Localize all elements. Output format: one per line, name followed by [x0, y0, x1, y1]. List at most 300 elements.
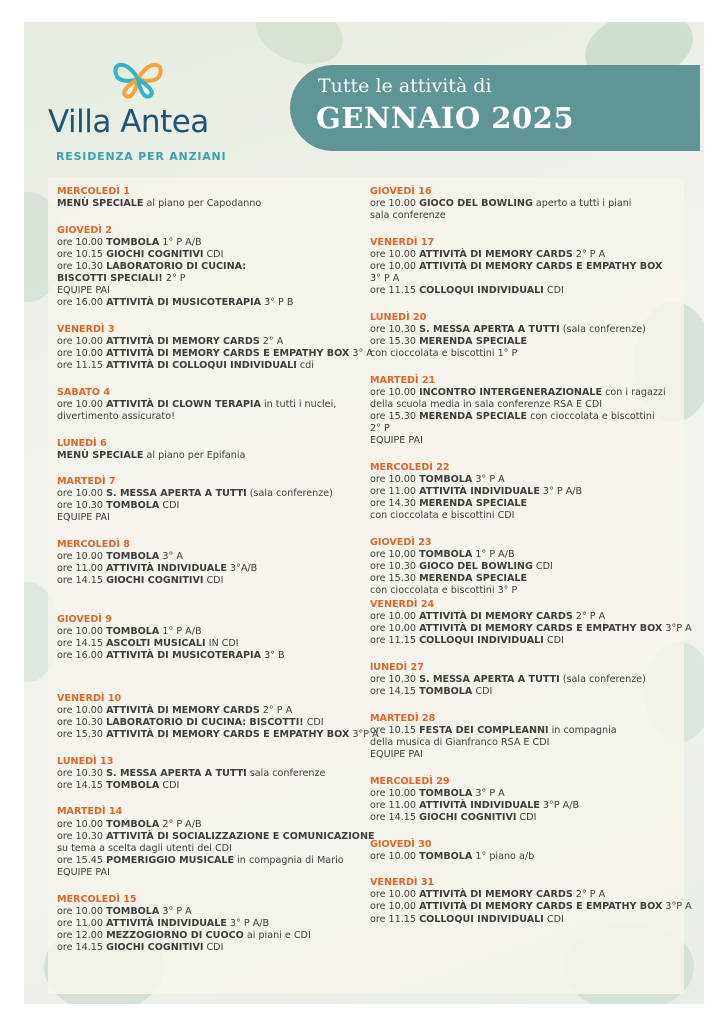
activity-line	[57, 399, 365, 411]
activity-detail: EQUIPE PAI	[57, 512, 110, 524]
activity-name: ATTIVITÀ INDIVIDUALE	[419, 485, 540, 497]
activity-line	[370, 749, 690, 761]
activity-detail: sala conferenze	[370, 210, 446, 222]
activity-detail: CDI	[543, 635, 564, 647]
activity-line	[57, 906, 365, 918]
day-block	[370, 462, 690, 522]
activity-detail: 2° P A	[259, 704, 293, 716]
activity-detail: CDI	[203, 248, 224, 260]
day-title: LUNEDÌ 20	[370, 311, 427, 323]
activity-name: POMERIGGIO MUSICALE	[106, 854, 235, 866]
activity-detail: ore 10.30	[57, 500, 107, 512]
activity-line	[370, 737, 690, 749]
activity-detail: 1° P A/B	[159, 626, 202, 638]
activity-line	[370, 510, 690, 522]
activity-line	[370, 423, 690, 435]
day-block	[370, 877, 690, 925]
activity-name: MENÙ SPECIALE	[57, 198, 144, 210]
activity-line	[57, 348, 373, 360]
activity-detail: 3° P A	[472, 787, 505, 799]
activity-name: COLLOQUI INDIVIDUALI	[419, 635, 544, 647]
activity-detail: su tema a scelta dagli utenti del CDI	[57, 842, 232, 854]
activity-detail: CDI	[516, 811, 537, 823]
activity-name: INCONTRO INTERGENERAZIONALE	[419, 386, 603, 398]
activity-name: TOMBOLA	[106, 905, 160, 917]
activity-detail: ore 14.15	[57, 779, 107, 791]
activity-detail: 3°P A	[349, 729, 379, 741]
activity-name: ATTIVITÀ DI MEMORY CARDS	[419, 248, 573, 260]
activity-name: ATTIVITÀ DI COLLOQUI INDIVIDUALI	[106, 360, 297, 372]
activity-line	[57, 626, 365, 638]
banner-subtitle: Tutte le attività di	[318, 75, 492, 97]
activity-name: ASCOLTI MUSICALI	[106, 638, 206, 650]
day-title: MERCOLEDÌ 1	[57, 186, 130, 197]
activity-line	[370, 198, 690, 210]
activity-line	[370, 249, 690, 261]
activity-detail: ore 10.00	[370, 473, 420, 485]
day-block	[57, 614, 365, 662]
day-block	[57, 756, 365, 792]
activity-detail: ore 10.00	[370, 889, 420, 901]
activity-line	[370, 611, 690, 623]
activity-name: TOMBOLA	[106, 500, 160, 512]
activity-line	[57, 867, 365, 879]
activity-detail: ore 15.30	[370, 572, 420, 584]
day-title: GIOVEDÌ 23	[370, 536, 432, 548]
activity-line	[370, 585, 690, 597]
day-block	[370, 312, 690, 360]
activity-name: TOMBOLA	[106, 236, 160, 248]
activity-detail: 2° P A	[572, 611, 606, 623]
activity-name: MEZZOGIORNO DI CUOCO	[106, 929, 244, 941]
day-title: GIOVEDÌ 16	[370, 186, 432, 197]
day-block	[370, 186, 690, 222]
day-block	[57, 387, 365, 423]
activity-detail: con cioccolata e biscottini CDI	[370, 510, 515, 522]
activity-line	[370, 561, 690, 573]
activity-detail: EQUIPE PAI	[370, 435, 423, 447]
brand-tagline: RESIDENZA PER ANZIANI	[56, 150, 227, 163]
activity-detail: ore 10.00	[370, 386, 420, 398]
day-block	[57, 476, 365, 524]
activity-name: TOMBOLA	[106, 626, 160, 638]
activity-detail: 3° P A	[159, 905, 192, 917]
activity-name: GIOCO DEL BOWLING	[419, 560, 533, 572]
activity-detail: ore 10.30	[57, 830, 107, 842]
schedule-column-left	[57, 186, 379, 969]
activity-line	[57, 768, 365, 780]
activity-name: ATTIVITÀ DI MUSICOTERAPIA	[106, 297, 262, 309]
activity-name: TOMBOLA	[419, 787, 473, 799]
activity-name: MERENDA SPECIALE	[419, 410, 528, 422]
activity-detail: 3° B	[261, 650, 285, 662]
activity-line	[370, 549, 690, 561]
butterfly-logo-icon	[110, 58, 166, 100]
activity-detail: 2° A	[259, 335, 284, 347]
activity-detail: ore 10.00	[370, 850, 420, 862]
activity-detail: ore 14.15	[57, 575, 107, 587]
activity-line	[370, 674, 690, 686]
activity-name: GIOCHI COGNITIVI	[106, 248, 204, 260]
activity-line	[57, 336, 365, 348]
activity-detail: 1° P A/B	[159, 236, 202, 248]
activity-name: ATTIVITÀ DI MEMORY CARDS E EMPATHY BOX	[419, 260, 663, 272]
activity-detail: EQUIPE PAI	[370, 749, 423, 761]
activity-detail: CDI	[159, 500, 180, 512]
activity-detail: ai piani e CDI	[243, 929, 311, 941]
day-title: GIOVEDÌ 9	[57, 613, 112, 625]
day-title: VENERDÌ 17	[370, 236, 435, 248]
activity-line	[57, 297, 365, 309]
activity-line	[57, 563, 365, 575]
day-block	[370, 237, 690, 297]
activity-detail: ore 11.00	[370, 799, 420, 811]
activity-detail: ore 11.15	[370, 635, 420, 647]
activity-detail: 3° P A/B	[226, 917, 270, 929]
activity-line	[57, 650, 365, 662]
activity-name: TOMBOLA	[419, 850, 473, 862]
brand-name: Villa Antea	[48, 104, 209, 140]
activity-name: MENÙ SPECIALE	[57, 449, 144, 461]
activity-line	[57, 930, 365, 942]
activity-detail: ore 14.15	[57, 638, 107, 650]
activity-detail: divertimento assicurato!	[57, 410, 175, 422]
activity-detail: ore 14.15	[370, 811, 420, 823]
activity-line	[370, 812, 690, 824]
activity-detail: CDI	[543, 913, 564, 925]
activity-detail: CDI	[303, 717, 324, 728]
activity-line	[57, 819, 365, 831]
activity-name: TOMBOLA	[106, 779, 160, 791]
day-title: GIOVEDÌ 30	[370, 838, 432, 850]
day-block	[370, 599, 690, 647]
activity-detail: (sala conferenze)	[559, 674, 646, 686]
day-block	[57, 323, 373, 372]
activity-line	[370, 889, 690, 901]
activity-detail: ore 16.00	[57, 650, 107, 662]
activity-detail: 3°P A	[662, 901, 692, 913]
activity-detail: 3°P A	[662, 623, 692, 635]
activity-line	[370, 273, 690, 285]
activity-line	[370, 387, 690, 399]
activity-line	[57, 717, 365, 729]
activity-detail: CDI	[203, 575, 224, 587]
activity-detail: ore 10.00	[370, 611, 420, 623]
activity-detail: ore 10.00	[370, 260, 420, 272]
activity-name: TOMBOLA	[106, 551, 160, 563]
activity-detail: ore 16.00	[57, 297, 107, 309]
activity-detail: ore 10.00	[57, 818, 107, 830]
day-title: MARTEDÌ 21	[370, 374, 436, 386]
activity-detail: ore 10.00	[57, 236, 107, 248]
activity-detail: ore 15.30	[57, 729, 107, 741]
activity-detail: ore 14.30	[370, 497, 420, 509]
day-block	[370, 713, 690, 761]
activity-name: ATTIVITÀ DI MEMORY CARDS E EMPATHY BOX	[419, 901, 663, 913]
activity-detail: IN CDI	[205, 638, 239, 650]
activity-detail: 3° A	[349, 348, 373, 360]
activity-detail: EQUIPE PAI	[57, 285, 110, 297]
activity-detail: con cioccolata e biscottini	[527, 410, 655, 422]
activity-line	[57, 942, 365, 954]
activity-detail: 3° P B	[261, 297, 294, 309]
day-title: SABATO 4	[57, 386, 111, 398]
activity-detail: 2° P A	[572, 248, 606, 260]
activity-name: ATTIVITÀ DI MEMORY CARDS E EMPATHY BOX	[106, 729, 350, 741]
activity-detail: ore 11.15	[370, 285, 420, 297]
activity-line	[57, 450, 365, 462]
activity-detail: in compagnia	[548, 724, 617, 736]
day-block	[370, 537, 690, 597]
activity-name: MERENDA SPECIALE	[419, 335, 528, 347]
activity-detail: 2° P A	[572, 889, 606, 901]
activity-detail: ore 10.00	[57, 398, 107, 410]
activity-name: ATTIVITÀ DI MUSICOTERAPIA	[106, 650, 262, 662]
activity-name: ATTIVITÀ DI MEMORY CARDS E EMPATHY BOX	[106, 348, 350, 360]
banner-title: GENNAIO 2025	[316, 101, 575, 135]
activity-detail: ore 10.00	[370, 787, 420, 799]
activity-line	[370, 324, 690, 336]
activity-name: TOMBOLA	[419, 686, 473, 698]
activity-detail: ore 10.00	[57, 335, 107, 347]
day-block	[370, 662, 690, 698]
activity-detail: EQUIPE PAI	[57, 866, 110, 878]
activity-detail: ore 11.15	[57, 360, 107, 372]
day-block	[370, 375, 690, 448]
activity-line	[57, 261, 365, 273]
day-block	[370, 839, 690, 863]
activity-line	[57, 488, 365, 500]
activity-detail: 1° piano a/b	[472, 850, 535, 862]
activity-detail: ore 11.00	[370, 485, 420, 497]
activity-name: S. MESSA APERTA A TUTTI	[419, 323, 560, 335]
activity-line	[370, 725, 690, 737]
activity-detail: al piano per Capodanno	[143, 198, 262, 210]
day-title: MERCOLEDÌ 29	[370, 775, 450, 787]
activity-detail: ore 10.00	[370, 901, 420, 913]
activity-name: LABORATORIO DI CUCINA:	[106, 260, 247, 272]
activity-name: TOMBOLA	[419, 473, 473, 485]
activity-line	[57, 780, 365, 792]
activity-name: MERENDA SPECIALE	[419, 572, 528, 584]
activity-detail: cdi	[296, 360, 314, 372]
activity-detail: 1° P A/B	[472, 548, 515, 560]
activity-line	[370, 210, 690, 222]
activity-detail: ore 11.00	[57, 563, 107, 575]
activity-line	[370, 635, 690, 647]
day-title: lUNEDÌ 27	[370, 662, 424, 673]
activity-name: GIOCO DEL BOWLING	[419, 198, 533, 210]
activity-detail: ore 10.30	[370, 560, 420, 572]
day-block	[57, 539, 365, 587]
activity-name: ATTIVITÀ DI MEMORY CARDS E EMPATHY BOX	[419, 623, 663, 635]
activity-detail: ore 11.00	[57, 917, 107, 929]
activity-line	[370, 623, 690, 635]
activity-detail: (sala conferenze)	[559, 323, 646, 335]
activity-detail: ore 10.30	[57, 767, 107, 779]
day-title: MARTEDÌ 7	[57, 476, 116, 488]
day-title: VENERDÌ 10	[57, 692, 122, 704]
activity-line	[370, 261, 690, 273]
activity-detail: ore 12.00	[57, 929, 107, 941]
activity-detail: ore 10.00	[370, 198, 420, 210]
activity-line	[370, 851, 690, 863]
activity-line	[57, 411, 365, 423]
activity-detail: al piano per Epifania	[143, 449, 246, 461]
activity-detail: ore 10.00	[370, 623, 420, 635]
activity-name: GIOCHI COGNITIVI	[419, 811, 517, 823]
activity-line	[370, 573, 690, 585]
day-block	[57, 186, 365, 210]
activity-line	[370, 348, 690, 360]
spacer	[57, 677, 365, 693]
activity-line	[370, 901, 690, 913]
activity-line	[370, 399, 690, 411]
activity-detail: ore 10.00	[57, 488, 107, 500]
activity-detail: ore 10.30	[57, 717, 107, 728]
activity-line	[370, 435, 690, 447]
activity-detail: CDI	[159, 779, 180, 791]
activity-detail: ore 11.15	[370, 913, 420, 925]
activity-name: ATTIVITÀ INDIVIDUALE	[419, 799, 540, 811]
day-title: VENERDÌ 3	[57, 323, 115, 335]
activity-name: FESTA DEI COMPLEANNI	[419, 724, 549, 736]
activity-detail: 3°A/B	[226, 563, 258, 575]
activity-detail: ore 10.30	[57, 260, 107, 272]
day-title: VENERDÌ 31	[370, 877, 435, 889]
activity-line	[370, 800, 690, 812]
activity-detail: ore 15.45	[57, 854, 107, 866]
activity-name: TOMBOLA	[419, 548, 473, 560]
activity-detail: ore 10.00	[57, 551, 107, 563]
activity-detail: con cioccolata e biscottini 3° P	[370, 585, 518, 597]
day-block	[57, 438, 365, 462]
activity-detail: ore 10.15	[57, 248, 107, 260]
activity-name: ATTIVITÀ DI MEMORY CARDS	[106, 335, 260, 347]
activity-detail: con cioccolata e biscottini 1° P	[370, 348, 518, 360]
day-title: MERCOLEDÌ 8	[57, 539, 130, 551]
activity-line	[370, 474, 690, 486]
activity-line	[370, 411, 690, 423]
activity-name: ATTIVITÀ DI MEMORY CARDS	[106, 704, 260, 716]
day-block	[370, 776, 690, 824]
activity-name: COLLOQUI INDIVIDUALI	[419, 913, 544, 925]
activity-line	[370, 336, 690, 348]
activity-detail: con i ragazzi	[602, 386, 666, 398]
spacer	[57, 602, 365, 614]
activity-line	[57, 843, 365, 855]
activity-line	[370, 686, 690, 698]
activity-name: S. MESSA APERTA A TUTTI	[419, 674, 560, 686]
activity-name: S. MESSA APERTA A TUTTI	[106, 767, 247, 779]
activity-detail: 3°P A/B	[539, 799, 580, 811]
day-block	[57, 806, 375, 879]
day-title: MERCOLEDÌ 22	[370, 461, 450, 473]
day-block	[57, 894, 365, 954]
activity-detail: ore 15.30	[370, 410, 420, 422]
activity-detail: ore 15.30	[370, 335, 420, 347]
day-block	[57, 692, 379, 741]
day-title: LUNEDÌ 13	[57, 755, 114, 767]
activity-line	[370, 498, 690, 510]
activity-detail: sala conferenze	[246, 767, 326, 779]
activity-detail: 3° A	[159, 551, 183, 563]
activity-name: BISCOTTI SPECIALI!	[57, 273, 163, 285]
activity-detail: 3° P A/B	[539, 485, 583, 497]
schedule-column-right	[370, 186, 690, 940]
activity-name: MERENDA SPECIALE	[419, 497, 528, 509]
activity-detail: ore 10.30	[370, 674, 420, 686]
activity-detail: 2° P	[370, 423, 390, 434]
activity-detail: aperto a tutti i piani	[532, 198, 632, 210]
activity-name: ATTIVITÀ DI CLOWN TERAPIA	[106, 398, 261, 410]
activity-name: ATTIVITÀ INDIVIDUALE	[106, 563, 227, 575]
activity-detail: CDI	[532, 560, 553, 572]
activity-detail: ore 10.00	[57, 905, 107, 917]
activity-detail: 3° P A	[472, 473, 505, 485]
activity-detail: CDI	[203, 941, 224, 953]
day-title: MARTEDÌ 28	[370, 712, 436, 724]
activity-detail: ore 14.15	[370, 686, 420, 698]
activity-line	[57, 198, 365, 210]
day-title: LUNEDÌ 6	[57, 437, 107, 449]
activity-line	[57, 575, 365, 587]
day-title: VENERDÌ 24	[370, 599, 435, 611]
activity-line	[57, 551, 365, 563]
activity-detail: ore 10.00	[57, 348, 107, 360]
activity-detail: ore 10.00	[370, 248, 420, 260]
activity-detail: 3° P A	[370, 273, 400, 285]
activity-detail: ore 10.15	[370, 724, 420, 736]
activity-detail: CDI	[472, 686, 493, 698]
day-title: MARTEDÌ 14	[57, 806, 123, 818]
activity-name: GIOCHI COGNITIVI	[106, 575, 204, 587]
activity-detail: 2° P	[162, 273, 186, 285]
activity-line	[57, 249, 365, 261]
activity-name: ATTIVITÀ DI SOCIALIZZAZIONE E COMUNICAZIONE	[106, 830, 375, 842]
activity-line	[57, 729, 379, 741]
activity-detail: CDI	[543, 285, 564, 297]
activity-name: ATTIVITÀ DI MEMORY CARDS	[419, 889, 573, 901]
activity-name: ATTIVITÀ INDIVIDUALE	[106, 917, 227, 929]
title-banner	[290, 65, 700, 151]
activity-line	[370, 486, 690, 498]
activity-name: COLLOQUI INDIVIDUALI	[419, 285, 544, 297]
activity-detail: 2° P A/B	[159, 818, 202, 830]
activity-name: GIOCHI COGNITIVI	[106, 941, 204, 953]
activity-line	[57, 500, 365, 512]
activity-line	[370, 914, 690, 926]
activity-detail: ore 10.00	[57, 626, 107, 638]
activity-detail: della scuola media in sala conferenze RSA E CDI	[370, 398, 603, 410]
activity-line	[370, 788, 690, 800]
activity-line	[370, 285, 690, 297]
activity-detail: ore 10.00	[370, 548, 420, 560]
activity-detail: ore 10.00	[57, 704, 107, 716]
activity-line	[57, 830, 375, 843]
day-title: MERCOLEDÌ 15	[57, 893, 137, 905]
activity-detail: (sala conferenze)	[246, 488, 333, 500]
activity-detail: in tutti i nuclei,	[260, 398, 337, 410]
activity-detail: ore 10.30	[370, 323, 420, 335]
activity-detail: in compagnia di Mario	[234, 854, 344, 866]
day-block	[57, 225, 365, 310]
activity-name: LABORATORIO DI CUCINA: BISCOTTI!	[106, 717, 304, 728]
activity-line	[57, 273, 365, 285]
activity-line	[57, 237, 365, 249]
activity-line	[57, 360, 365, 372]
day-title: GIOVEDÌ 2	[57, 224, 112, 236]
